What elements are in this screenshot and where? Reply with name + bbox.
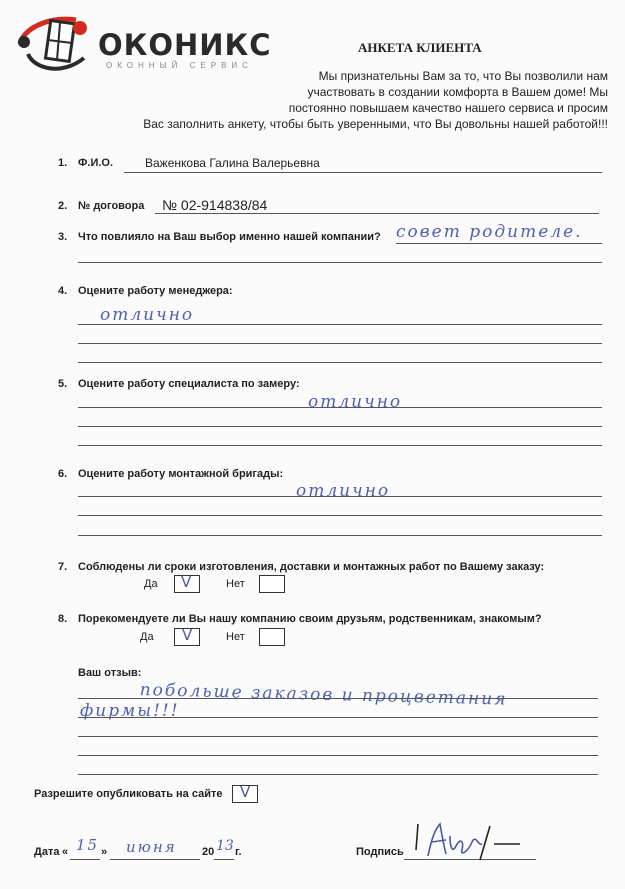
q3-number: 3. xyxy=(58,231,68,243)
window-logo-icon xyxy=(14,14,98,76)
signature-image xyxy=(406,816,526,866)
review-line xyxy=(78,774,598,775)
review-answer-line2: фирмы!!! xyxy=(80,701,180,721)
q8-yes-check-mark: V xyxy=(182,626,193,644)
review-label: Ваш отзыв: xyxy=(78,667,142,679)
q2-line xyxy=(155,213,599,214)
date-month: июня xyxy=(126,838,177,856)
publish-check-mark: V xyxy=(240,783,251,801)
date-day: 15 xyxy=(76,836,100,854)
date-suffix: г. xyxy=(235,846,242,858)
q2-answer: № 02-914838/84 xyxy=(162,197,268,213)
q7-yes-check-mark: V xyxy=(181,573,192,591)
q6-line xyxy=(78,496,602,497)
q8-label: Порекомендуете ли Вы нашу компанию своим друзьям, родственникам, знакомым? xyxy=(78,613,542,625)
q4-label: Оцените работу менеджера: xyxy=(78,285,233,297)
publish-label: Разрешите опубликовать на сайте xyxy=(34,788,223,800)
review-line xyxy=(78,717,598,718)
q5-line xyxy=(78,426,602,427)
logo xyxy=(14,14,284,76)
q6-line xyxy=(78,535,602,536)
q1-answer: Важенкова Галина Валерьевна xyxy=(145,156,320,170)
q4-number: 4. xyxy=(58,285,68,297)
intro-line: участвовать в создании комфорта в Вашем доме! Мы xyxy=(307,85,608,99)
q8-yes-label: Да xyxy=(140,631,154,643)
q7-no-label: Нет xyxy=(226,578,245,590)
q3-line xyxy=(396,243,602,244)
q5-line xyxy=(78,445,602,446)
q2-label: № договора xyxy=(78,200,145,212)
q3-answer: совет родителе. xyxy=(396,222,583,242)
q1-line xyxy=(124,172,602,173)
q4-line xyxy=(78,343,602,344)
intro-text xyxy=(60,68,608,132)
review-line xyxy=(78,698,598,699)
q1-number: 1. xyxy=(58,157,68,169)
date-open-quote: « xyxy=(62,846,69,858)
q3-label: Что повлияло на Ваш выбор именно нашей компании? xyxy=(78,231,381,243)
q6-label: Оцените работу монтажной бригады: xyxy=(78,468,284,480)
q8-number: 8. xyxy=(58,613,68,625)
q4-answer: отлично xyxy=(100,305,195,325)
review-line xyxy=(78,755,598,756)
logo-brand: ОКОНИКС xyxy=(98,28,272,62)
review-answer-line1: побольше заказов и процветания xyxy=(139,680,508,710)
signature-label: Подпись xyxy=(356,846,404,858)
logo-tagline: ОКОННЫЙ СЕРВИС xyxy=(106,61,253,70)
q7-no-checkbox[interactable] xyxy=(259,575,285,593)
q8-no-label: Нет xyxy=(226,631,245,643)
date-year-line xyxy=(214,859,234,860)
q2-number: 2. xyxy=(58,200,68,212)
date-label: Дата xyxy=(34,846,60,858)
q6-answer: отлично xyxy=(296,481,391,501)
q4-line xyxy=(78,362,602,363)
intro-line: постоянно повышаем качество нашего сервиса и просим xyxy=(288,101,608,115)
review-line xyxy=(78,736,598,737)
q6-number: 6. xyxy=(58,468,68,480)
date-year-prefix: 20 xyxy=(202,846,215,858)
q4-line xyxy=(78,324,602,325)
q5-answer: отлично xyxy=(308,392,403,412)
form-title: АНКЕТА КЛИЕНТА xyxy=(358,40,482,55)
q5-line xyxy=(78,407,602,408)
q5-number: 5. xyxy=(58,378,68,390)
q1-label: Ф.И.О. xyxy=(78,157,114,169)
q3-line xyxy=(78,262,602,263)
date-year-suffix: 13 xyxy=(216,838,234,854)
q7-yes-label: Да xyxy=(144,578,158,590)
q5-label: Оцените работу специалиста по замеру: xyxy=(78,378,300,390)
date-month-line xyxy=(110,859,200,860)
intro-line: Вас заполнить анкету, чтобы быть уверенными, что Вы довольны нашей работой!!! xyxy=(143,117,608,131)
intro-line: Мы признательны Вам за то, что Вы позволили нам xyxy=(318,69,608,83)
q8-no-checkbox[interactable] xyxy=(259,628,285,646)
q7-number: 7. xyxy=(58,561,68,573)
q7-label: Соблюдены ли сроки изготовления, доставки и монтажных работ по Вашему заказу: xyxy=(78,561,545,573)
date-day-line xyxy=(70,859,100,860)
q6-line xyxy=(78,515,602,516)
date-close-quote: » xyxy=(101,846,108,858)
